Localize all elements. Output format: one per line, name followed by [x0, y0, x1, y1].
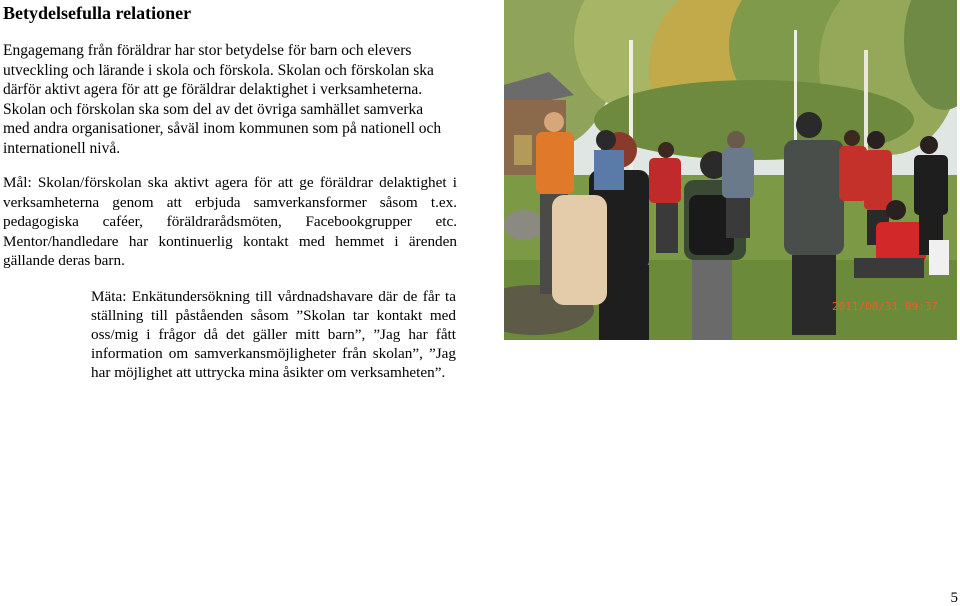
goal-paragraph: Mål: Skolan/förskolan ska aktivt agera för att ge föräldrar delaktighet i verksamheterna genom att erbjuda samverkansformer såsom t.ex. pedagogiska caféer, föräldrarådsmöten, Facebookgrupper etc. Mentor/handledare har kontinuerlig kontakt med hemmet i ärenden gällande deras barn. [3, 174, 457, 269]
group-outdoor-photo [504, 0, 957, 340]
page-number: 5 [950, 590, 958, 606]
measure-paragraph: Mäta: Enkätundersökning till vårdnadshavare där de får ta ställning till påståenden såsom ”Skolan tar kontakt med oss/mig i frågor då det gäller mitt barn”, ”Jag har fått information om samverkansmöjligheter från skolan”, ”Jag har möjlighet att uttrycka mina åsikter om verksamheten”. [91, 288, 456, 381]
intro-paragraph: Engagemang från föräldrar har stor betydelse för barn och elevers utveckling och lärande i skola och förskola. Skolan och förskolan ska därför aktivt agera för att ge föräldrar delaktighet i verksamheterna. Skolan och förskolan ska som del av det övriga samhället samverka med andra organisationer, såväl inom kommunen som på nationell och internationell nivå. [3, 42, 442, 157]
photo-date-stamp: 2011/08/31 09:37 [832, 300, 938, 313]
page-heading: Betydelsefulla relationer [3, 3, 192, 23]
